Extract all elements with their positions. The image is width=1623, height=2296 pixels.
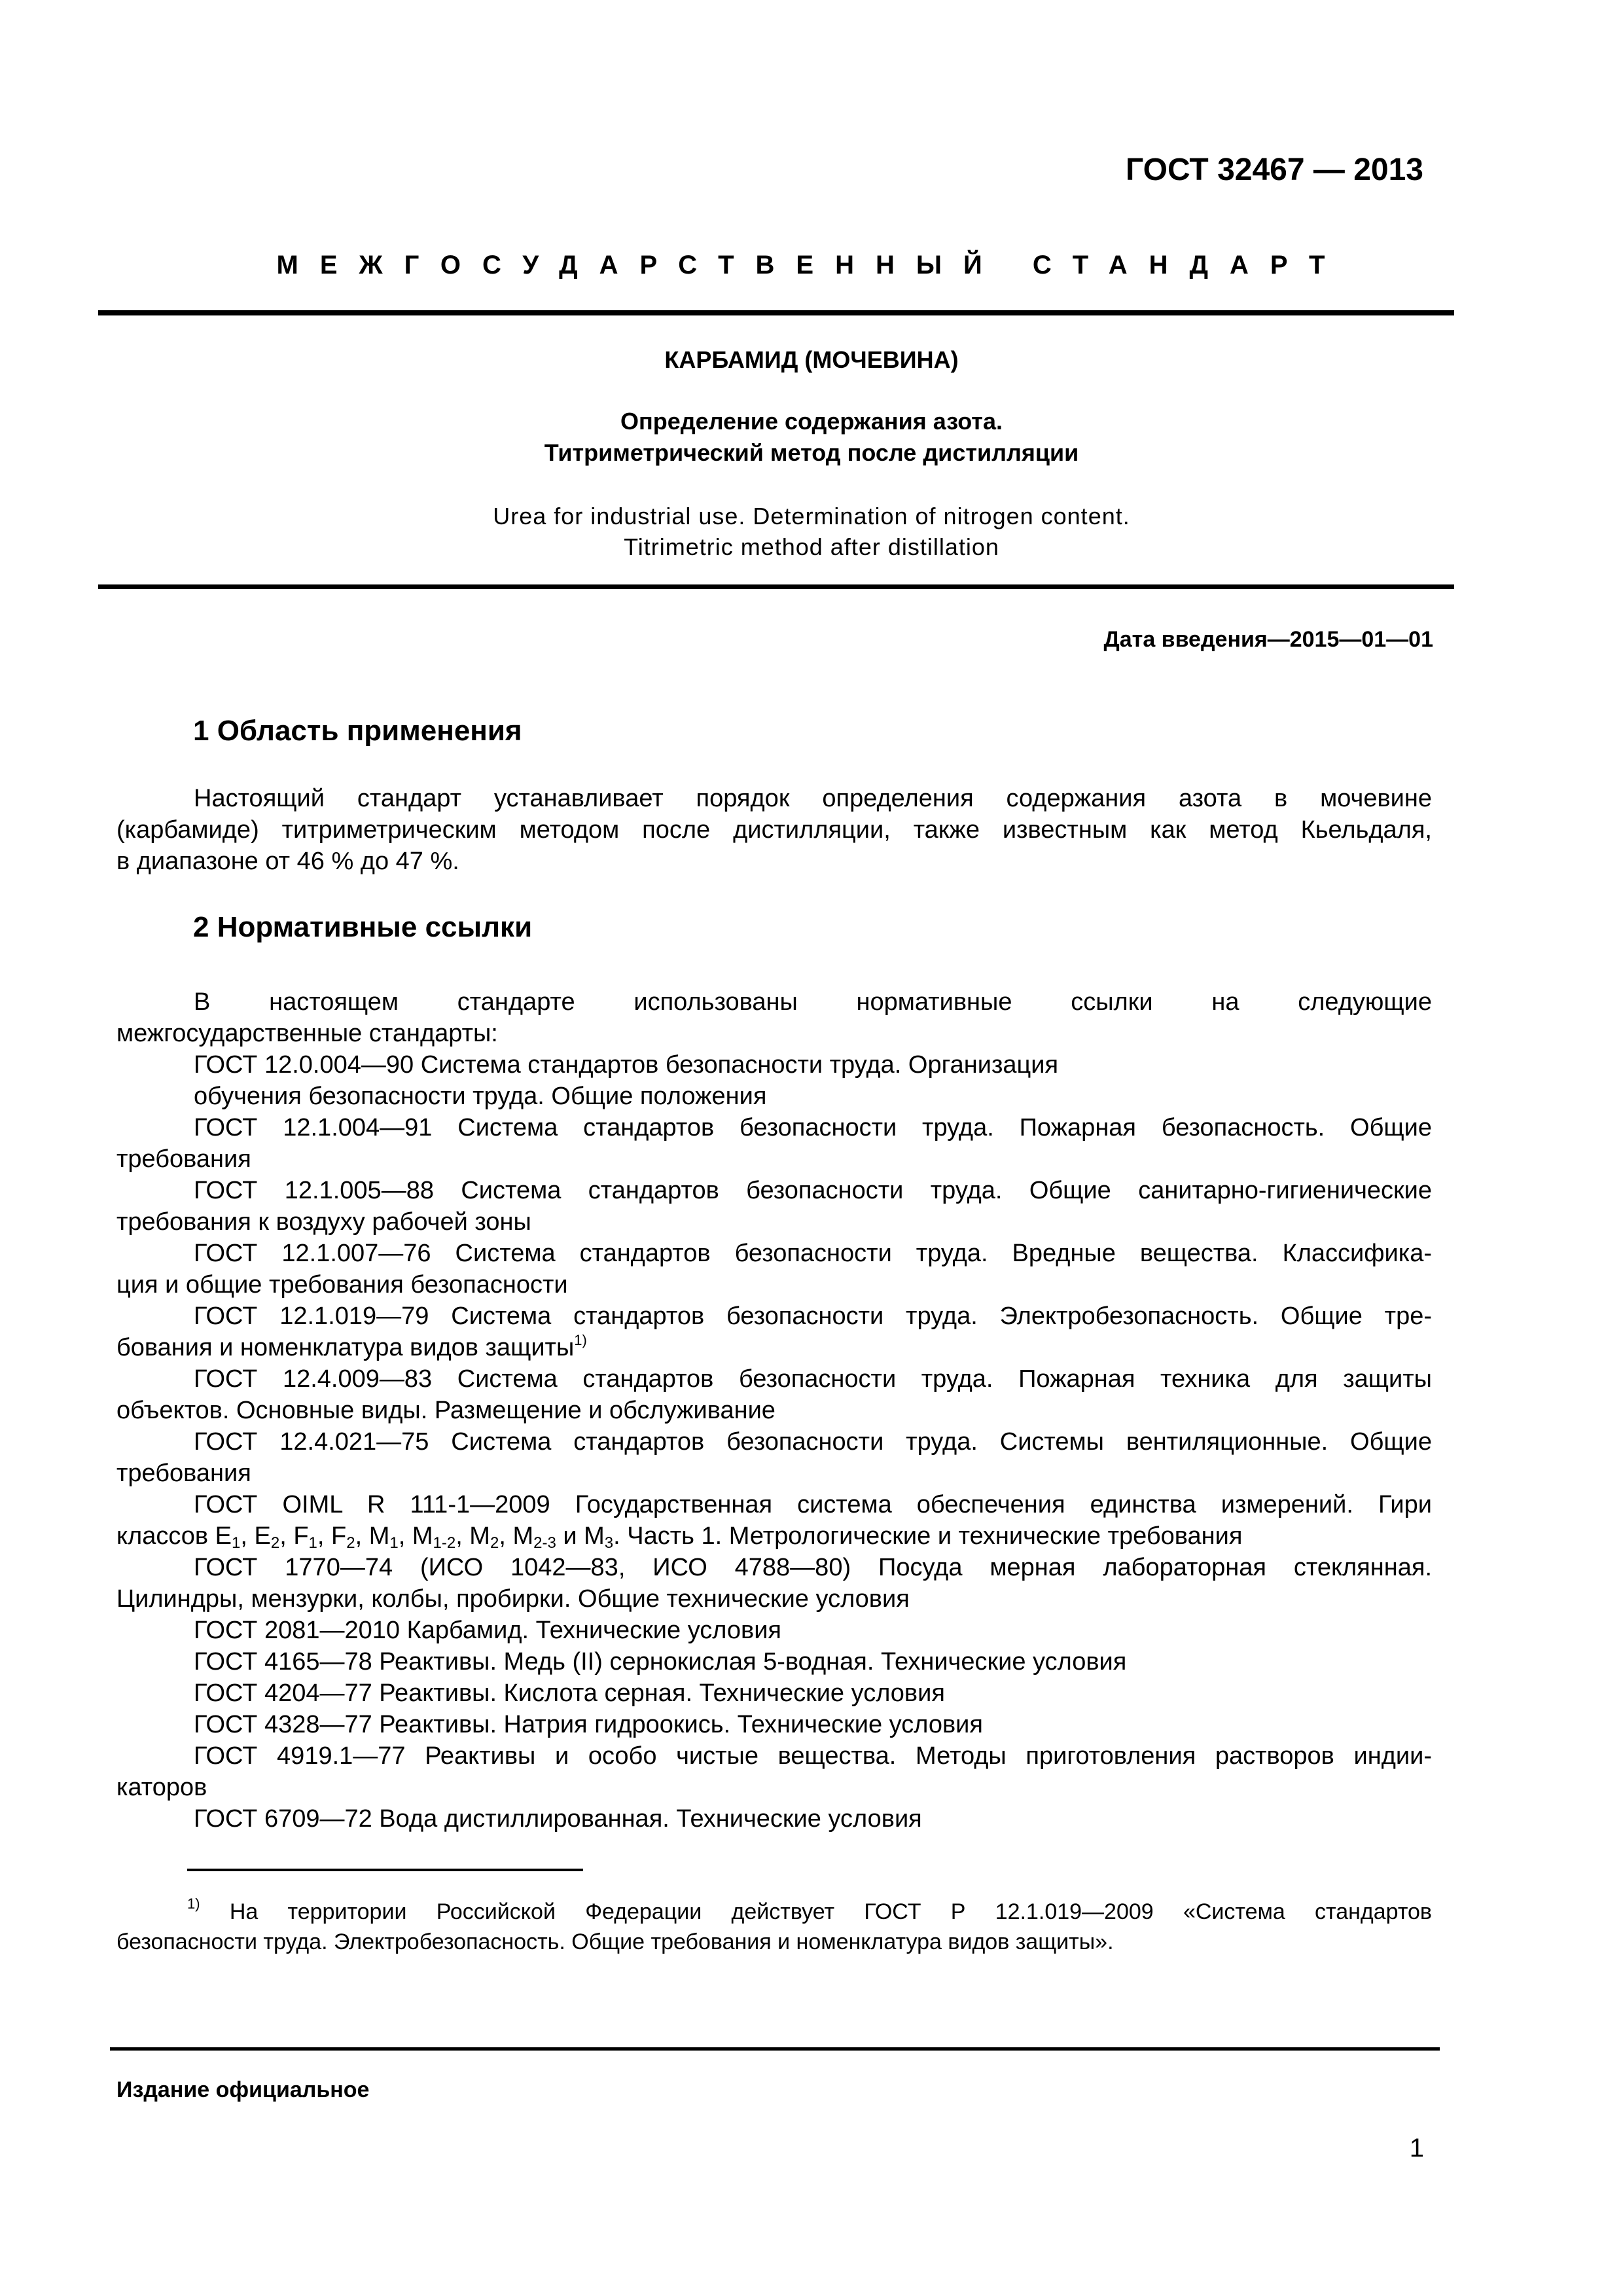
- reference-line: [116, 1520, 1432, 1552]
- ref-text: классов E: [116, 1522, 232, 1550]
- english-title-line1: Urea for industrial use. Determination of nitrogen content.: [493, 503, 1130, 529]
- subscript: 2-3: [533, 1534, 556, 1552]
- reference-line: ГОСТ 12.1.007—76 Система стандартов безопасности труда. Вредные вещества. Классифика-: [194, 1240, 1432, 1267]
- reference-line: ГОСТ 4328—77 Реактивы. Натрия гидроокись. Технические условия: [194, 1711, 983, 1738]
- document-title: КАРБАМИД (МОЧЕВИНА): [664, 346, 959, 373]
- footnote-line2: безопасности труда. Электробезопасность. Общие требования и номенклатура видов защиты».: [116, 1929, 1114, 1954]
- footnote-text: На территории Российской Федерации действует ГОСТ Р 12.1.019—2009 «Система стандартов: [200, 1899, 1432, 1924]
- section1-text-line1: Настоящий стандарт устанавливает порядок определения содержания азота в мочевине: [194, 785, 1432, 812]
- reference-line: ГОСТ 6709—72 Вода дистиллированная. Технические условия: [194, 1805, 922, 1833]
- document-subtitle-line1: Определение содержания азота.: [620, 408, 1003, 435]
- section2-intro-line1: В настоящем стандарте использованы нормативные ссылки на следующие: [194, 988, 1432, 1016]
- reference-line: обучения безопасности труда. Общие положения: [194, 1083, 767, 1110]
- subscript: 1: [389, 1534, 399, 1552]
- reference-line: ГОСТ 4165—78 Реактивы. Медь (II) сернокислая 5-водная. Технические условия: [194, 1648, 1127, 1676]
- footnote-mark: 1): [574, 1332, 587, 1348]
- section1-text-line2: (карбамиде) титриметрическим методом после дистилляции, также известным как метод Кьельдаля,: [116, 816, 1432, 844]
- ref-text: , F: [317, 1522, 347, 1550]
- reference-line: ГОСТ 12.0.004—90 Система стандартов безопасности труда. Организация: [194, 1051, 1059, 1079]
- reference-line: ГОСТ 12.4.009—83 Система стандартов безопасности труда. Пожарная техника для защиты: [194, 1365, 1432, 1393]
- subscript: 1: [232, 1534, 241, 1552]
- reference-line: ГОСТ OIML R 111-1—2009 Государственная система обеспечения единства измерений. Гири: [194, 1491, 1432, 1518]
- footnote-divider: [187, 1869, 583, 1871]
- footnote-mark: 1): [187, 1895, 200, 1912]
- subscript: 2: [346, 1534, 355, 1552]
- ref-text: , M: [455, 1522, 490, 1550]
- reference-line: требования: [116, 1145, 251, 1173]
- footnote-line1: [187, 1897, 1432, 1927]
- reference-line: ГОСТ 12.1.005—88 Система стандартов безопасности труда. Общие санитарно-гигиенические: [194, 1177, 1432, 1204]
- standard-type: МЕЖГОСУДАРСТВЕННЫЙ СТАНДАРТ: [276, 251, 1347, 279]
- reference-line: каторов: [116, 1774, 207, 1801]
- reference-line: Цилиндры, мензурки, колбы, пробирки. Общие технические условия: [116, 1585, 910, 1613]
- intro-date: Дата введения—2015—01—01: [1103, 627, 1433, 652]
- document-subtitle-line2: Титриметрический метод после дистилляции: [544, 439, 1079, 466]
- section1-text-line3: в диапазоне от 46 % до 47 %.: [116, 848, 459, 875]
- reference-line: ГОСТ 12.1.019—79 Система стандартов безопасности труда. Электробезопасность. Общие тре-: [194, 1302, 1432, 1330]
- ref-text: и M: [556, 1522, 605, 1550]
- english-title-line2: Titrimetric method after distillation: [624, 533, 999, 560]
- header-divider: [98, 310, 1454, 315]
- reference-line: требования: [116, 1460, 251, 1487]
- title-divider: [98, 584, 1454, 589]
- reference-line: требования к воздуху рабочей зоны: [116, 1208, 531, 1236]
- page-number: 1: [1409, 2134, 1424, 2162]
- ref-text: . Часть 1. Метрологические и технические требования: [613, 1522, 1243, 1550]
- section2-intro-line2: межгосударственные стандарты:: [116, 1020, 498, 1047]
- footer-divider: [110, 2047, 1440, 2051]
- reference-line: ГОСТ 12.1.004—91 Система стандартов безопасности труда. Пожарная безопасность. Общие: [194, 1114, 1432, 1141]
- subscript: 3: [604, 1534, 614, 1552]
- subscript: 2: [490, 1534, 499, 1552]
- section2-heading: 2 Нормативные ссылки: [193, 911, 533, 943]
- subscript: 1-2: [433, 1534, 456, 1552]
- reference-line: объектов. Основные виды. Размещение и обслуживание: [116, 1397, 776, 1424]
- subscript: 2: [270, 1534, 280, 1552]
- ref-text: , F: [279, 1522, 309, 1550]
- reference-line: ГОСТ 2081—2010 Карбамид. Технические условия: [194, 1617, 782, 1644]
- ref-text: , M: [398, 1522, 433, 1550]
- reference-line: ГОСТ 12.4.021—75 Система стандартов безопасности труда. Системы вентиляционные. Общие: [194, 1428, 1432, 1456]
- reference-line: ция и общие требования безопасности: [116, 1271, 568, 1299]
- ref-text: , M: [499, 1522, 534, 1550]
- section1-heading: 1 Область применения: [193, 715, 522, 747]
- reference-line: ГОСТ 4919.1—77 Реактивы и особо чистые вещества. Методы приготовления растворов индии-: [194, 1742, 1432, 1770]
- reference-text: бования и номенклатура видов защиты: [116, 1334, 575, 1361]
- reference-line: ГОСТ 1770—74 (ИСО 1042—83, ИСО 4788—80) Посуда мерная лабораторная стеклянная.: [194, 1554, 1432, 1581]
- reference-line: ГОСТ 4204—77 Реактивы. Кислота серная. Технические условия: [194, 1679, 945, 1707]
- subscript: 1: [308, 1534, 317, 1552]
- ref-text: , M: [355, 1522, 390, 1550]
- ref-text: , E: [240, 1522, 271, 1550]
- edition-label: Издание официальное: [116, 2077, 370, 2102]
- reference-line: [116, 1332, 1432, 1363]
- gost-number: ГОСТ 32467 — 2013: [1126, 152, 1423, 187]
